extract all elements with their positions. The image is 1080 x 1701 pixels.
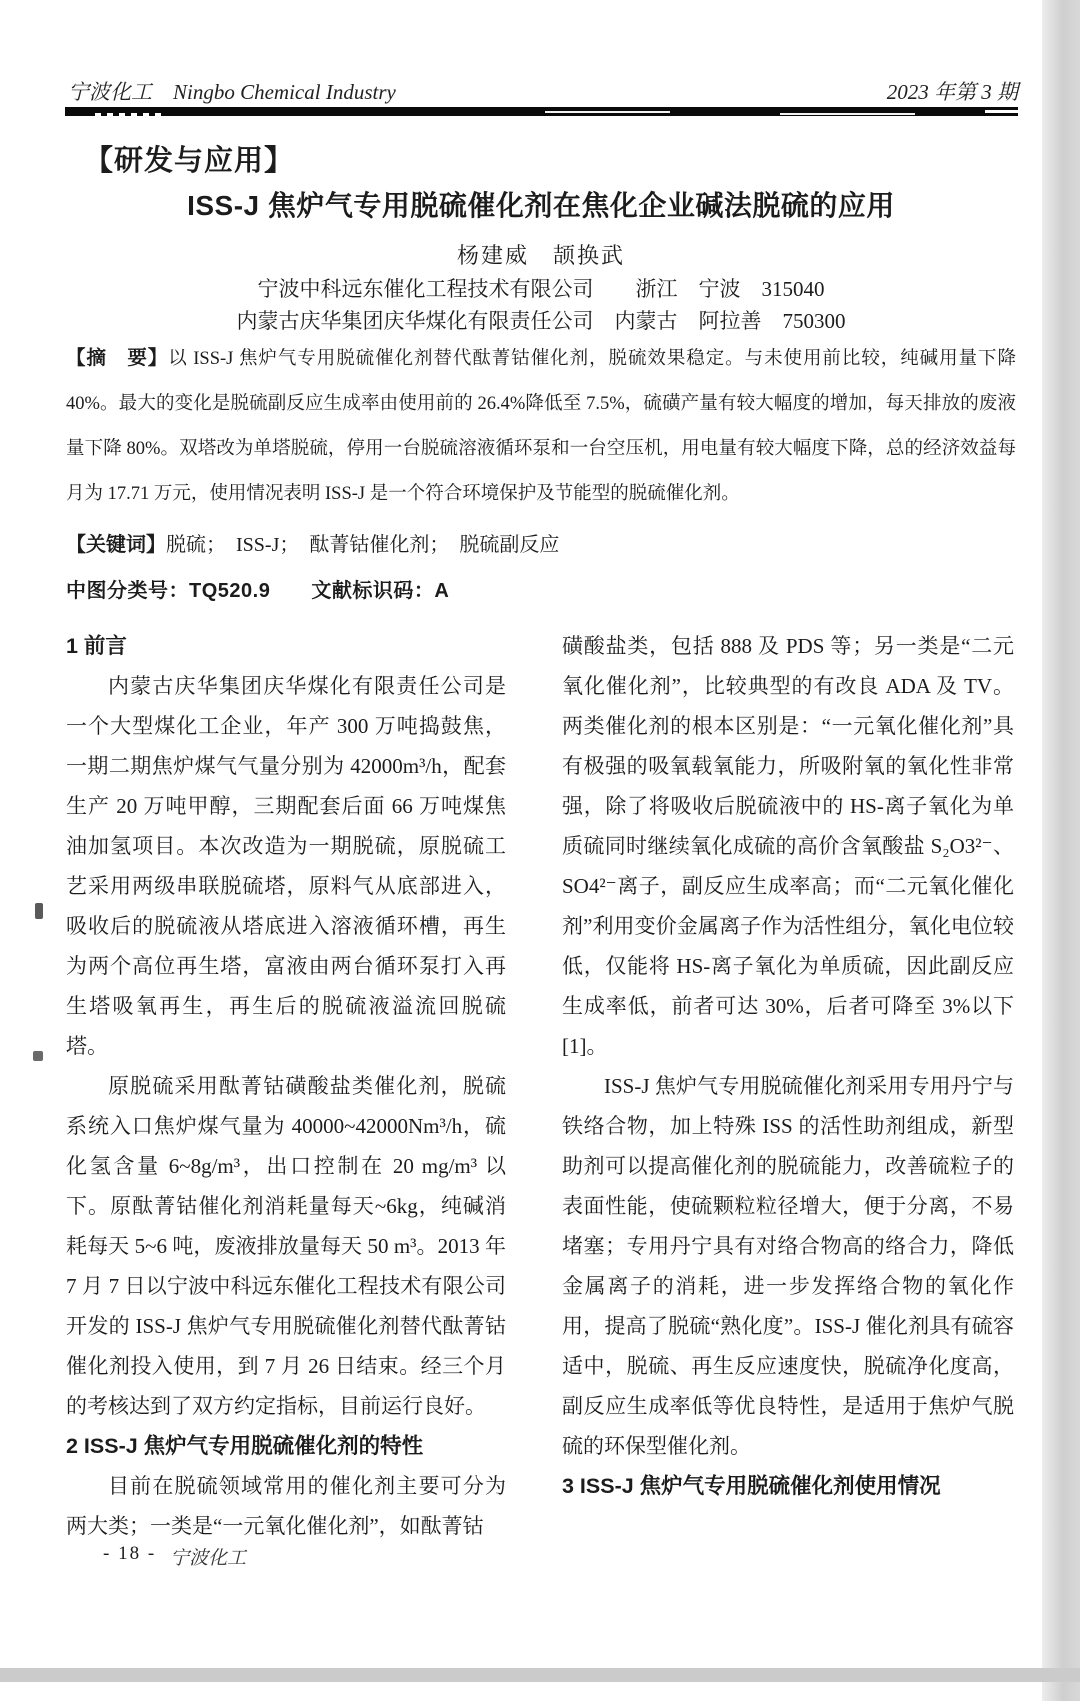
keywords-block bbox=[66, 528, 1016, 557]
section-heading: 3 ISS-J 焦炉气专用脱硫催化剂使用情况 bbox=[562, 1474, 941, 1498]
scan-edge-right bbox=[1042, 0, 1080, 1701]
article-title: ISS-J 焦炉气专用脱硫催化剂在焦化企业碱法脱硫的应用 bbox=[187, 190, 895, 221]
authors-line: 杨建威 颉换武 bbox=[456, 243, 625, 268]
page-footer bbox=[103, 1543, 246, 1570]
paragraph: ISS-J 焦炉气专用脱硫催化剂采用专用丹宁与铁络合物，加上特殊 ISS 的活性助剂组成，新型助剂可以提高催化剂的脱硫能力，改善硫粒子的表面性能，使硫颗粒粒径增大，便于分离，不易堵塞；专用丹宁具有对络合物高的络合力，降低金属离子的消耗，进一步发挥络合物的氧化作用，提高了脱硫“熟化度”。ISS-J 催化剂具有硫容适中，脱硫、再生反应速度快，脱硫净化度高，副反应生成率低等优良特性，是适用于焦炉气脱硫的环保型催化剂。 bbox=[562, 1074, 1014, 1458]
keywords-label: 【关键词】 bbox=[66, 534, 166, 556]
article-body bbox=[66, 626, 1014, 1546]
scan-artifact-dashes bbox=[95, 113, 167, 116]
abstract-text: 以 ISS-J 焦炉气专用脱硫催化剂替代酞菁钴催化剂，脱硫效果稳定。与未使用前比较，纯碱用量下降 40%。最大的变化是脱硫副反应生成率由使用前的 26.4%降低至 7.5%，硫磺产量有较大幅度的增加，每天排放的废液量下降 80%。双塔改为单塔脱硫，停用一台脱硫溶液循环泵和一台空压机，用电量有较大幅度下降，总的经济效益每月为 17.71 万元，使用情况表明 ISS-J 是一个符合环境保护及节能型的脱硫催化剂。 bbox=[66, 349, 1016, 504]
scan-artifact-mark bbox=[35, 903, 43, 919]
header-rule bbox=[65, 107, 1018, 116]
right-column bbox=[562, 626, 1014, 1546]
scan-artifact-line bbox=[985, 110, 1018, 113]
scan-artifact-mark bbox=[33, 1051, 43, 1061]
paragraph: 原脱硫采用酞菁钴磺酸盐类催化剂，脱硫系统入口焦炉煤气量为 40000~42000Nm³/h，硫化氢含量 6~8g/m³，出口控制在 20 mg/m³ 以下。原酞菁钴催化剂消耗量每天~6kg，纯碱消耗每天 5~6 吨，废液排放量每天 50 m³。2013 年 7 月 7 日以宁波中科远东催化工程技术有限公司开发的 ISS-J 焦炉气专用脱硫催化剂替代酞菁钴催化剂投入使用，到 7 月 26 日结束。经三个月的考核达到了双方约定指标，目前运行良好。 bbox=[66, 1074, 506, 1418]
affiliation-line: 宁波中科远东催化工程技术有限公司 浙江 宁波 315040 bbox=[257, 277, 825, 301]
page-number: - 18 - bbox=[103, 1543, 157, 1564]
left-column bbox=[66, 626, 506, 1546]
running-head bbox=[68, 76, 1018, 106]
section-heading: 1 前言 bbox=[66, 634, 127, 658]
keywords-text: 脱硫； ISS-J； 酞菁钴催化剂； 脱硫副反应 bbox=[166, 534, 560, 556]
paragraph: 磺酸盐类，包括 888 及 PDS 等；另一类是“二元氧化催化剂”，比较典型的有改良 ADA 及 TV。两类催化剂的根本区别是：“一元氧化催化剂”具有极强的吸氧载氧能力，所吸附氧的氧化性非常强，除了将吸收后脱硫液中的 HS-离子氧化为单质硫同时继续氧化成硫的高价含氧酸盐 S₂O3²⁻、SO4²⁻离子，副反应生成率高；而“二元氧化催化剂”利用变价金属离子作为活性组分，氧化电位较低，仅能将 HS-离子氧化为单质硫，因此副反应生成率低，前者可达 30%，后者可降至 3%以下[1]。 bbox=[562, 634, 1014, 1058]
scan-artifact-line bbox=[780, 113, 915, 115]
scan-artifact-line bbox=[545, 111, 670, 113]
journal-name: 宁波化工 Ningbo Chemical Industry bbox=[68, 80, 396, 104]
scan-edge-bottom bbox=[0, 1668, 1080, 1682]
column-section-label: 【研发与应用】 bbox=[84, 145, 295, 177]
abstract-block bbox=[66, 336, 1016, 517]
paragraph: 目前在脱硫领域常用的催化剂主要可分为两大类；一类是“一元氧化催化剂”，如酞菁钴 bbox=[66, 1474, 506, 1538]
abstract-label: 【摘 要】 bbox=[66, 347, 169, 369]
paragraph: 内蒙古庆华集团庆华煤化有限责任公司是一个大型煤化工企业，年产 300 万吨捣鼓焦，一期二期焦炉煤气气量分别为 42000m³/h，配套生产 20 万吨甲醇，三期配套后面 66 万吨煤焦油加氢项目。本次改造为一期脱硫，原脱硫工艺采用两级串联脱硫塔，原料气从底部进入，吸收后的脱硫液从塔底进入溶液循环槽，再生为两个高位再生塔，富液由两台循环泵打入再生塔吸氧再生，再生后的脱硫液溢流回脱硫塔。 bbox=[66, 674, 506, 1058]
issue-label: 2023 年第 3 期 bbox=[886, 80, 1018, 104]
classification-line: 中图分类号：TQ520.9 文献标识码：A bbox=[66, 580, 450, 602]
footer-journal-name: 宁波化工 bbox=[170, 1548, 247, 1569]
section-heading: 2 ISS-J 焦炉气专用脱硫催化剂的特性 bbox=[66, 1434, 424, 1458]
affiliation-line: 内蒙古庆华集团庆华煤化有限责任公司 内蒙古 阿拉善 750300 bbox=[236, 309, 846, 333]
